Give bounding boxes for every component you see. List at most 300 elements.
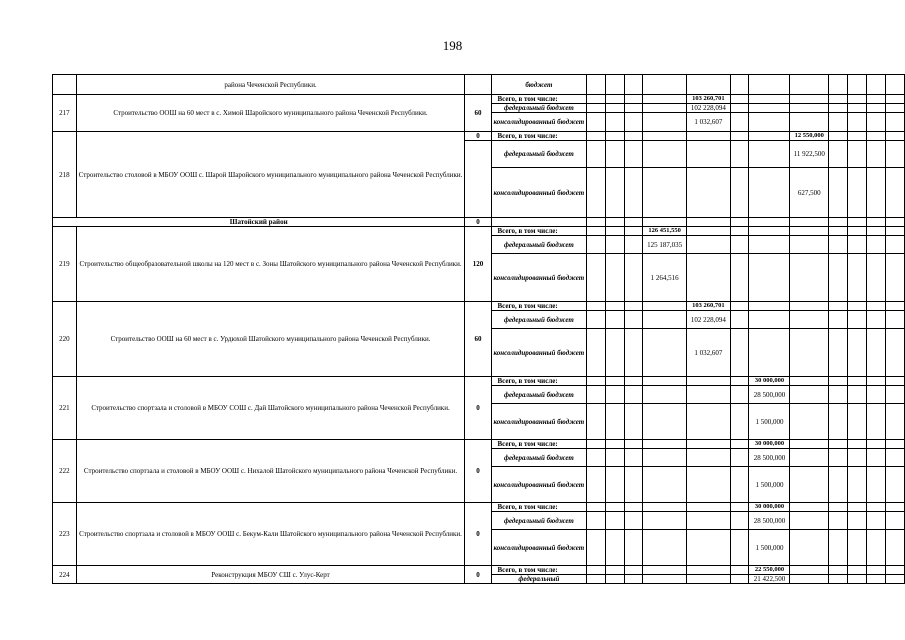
empty-cell — [790, 302, 829, 311]
value-cell: 125 187,035 — [643, 236, 687, 254]
empty-cell — [624, 218, 643, 227]
row-number: 222 — [53, 440, 77, 503]
empty-cell — [587, 302, 606, 311]
empty-cell — [829, 467, 848, 503]
empty-cell — [866, 95, 885, 104]
empty-cell — [606, 512, 625, 530]
object-name: района Чеченской Республики. — [76, 75, 465, 95]
capacity-cell: 60 — [465, 95, 491, 132]
empty-cell — [790, 377, 829, 386]
empty-cell — [847, 132, 866, 141]
empty-cell — [866, 75, 885, 95]
empty-cell — [749, 227, 790, 236]
empty-cell — [687, 141, 731, 168]
empty-cell — [790, 95, 829, 104]
empty-cell — [749, 236, 790, 254]
empty-cell — [790, 440, 829, 449]
source-label: консолидированный бюджет — [491, 168, 587, 218]
empty-cell — [829, 75, 848, 95]
table-row — [53, 566, 905, 575]
empty-cell — [866, 132, 885, 141]
empty-cell — [643, 329, 687, 377]
empty-cell — [829, 440, 848, 449]
empty-cell — [829, 512, 848, 530]
empty-cell — [749, 168, 790, 218]
empty-cell — [847, 227, 866, 236]
row-number: 224 — [53, 566, 77, 584]
empty-cell — [587, 141, 606, 168]
object-name: Реконструкция МБОУ СШ с. Улус-Керт — [76, 566, 465, 584]
empty-cell — [643, 503, 687, 512]
table-row — [53, 302, 905, 311]
empty-cell — [790, 566, 829, 575]
empty-cell — [730, 113, 749, 132]
empty-cell — [643, 377, 687, 386]
empty-cell — [886, 404, 905, 440]
empty-cell — [886, 386, 905, 404]
empty-cell — [730, 227, 749, 236]
empty-cell — [829, 254, 848, 302]
empty-cell — [606, 254, 625, 302]
empty-cell — [866, 440, 885, 449]
value-cell: 126 451,550 — [643, 227, 687, 236]
row-number — [53, 75, 77, 95]
empty-cell — [730, 449, 749, 467]
empty-cell — [866, 141, 885, 168]
empty-cell — [866, 566, 885, 575]
empty-cell — [587, 132, 606, 141]
empty-cell — [847, 95, 866, 104]
empty-cell — [886, 575, 905, 584]
empty-cell — [587, 503, 606, 512]
source-label: федеральный бюджет — [491, 104, 587, 113]
empty-cell — [587, 254, 606, 302]
empty-cell — [587, 449, 606, 467]
empty-cell — [847, 467, 866, 503]
table-row — [53, 227, 905, 236]
empty-cell — [624, 512, 643, 530]
empty-cell — [829, 311, 848, 329]
capacity-cell: 120 — [465, 227, 491, 302]
empty-cell — [847, 141, 866, 168]
empty-cell — [687, 503, 731, 512]
empty-cell — [643, 141, 687, 168]
empty-cell — [829, 113, 848, 132]
budget-table — [52, 74, 905, 584]
value-cell: 28 500,000 — [749, 449, 790, 467]
empty-cell — [866, 467, 885, 503]
empty-cell — [687, 440, 731, 449]
empty-cell — [587, 113, 606, 132]
empty-cell — [886, 227, 905, 236]
table-row — [53, 75, 905, 95]
object-name: Строительство спортзала и столовой в МБОУ ООШ с. Нихалой Шатойского муниципального района Чеченской Республики. — [76, 440, 465, 503]
empty-cell — [847, 75, 866, 95]
empty-cell — [606, 386, 625, 404]
empty-cell — [866, 512, 885, 530]
empty-cell — [643, 530, 687, 566]
empty-cell — [587, 236, 606, 254]
empty-cell — [687, 575, 731, 584]
empty-cell — [790, 467, 829, 503]
row-number: 218 — [53, 132, 77, 218]
empty-cell — [606, 311, 625, 329]
empty-cell — [624, 75, 643, 95]
empty-cell — [730, 512, 749, 530]
empty-cell — [730, 386, 749, 404]
empty-cell — [606, 95, 625, 104]
table-body — [53, 75, 905, 584]
empty-cell — [866, 302, 885, 311]
value-cell: 1 032,607 — [687, 329, 731, 377]
empty-cell — [624, 503, 643, 512]
source-label: бюджет — [491, 75, 587, 95]
empty-cell — [866, 404, 885, 440]
empty-cell — [886, 254, 905, 302]
empty-cell — [847, 113, 866, 132]
empty-cell — [624, 95, 643, 104]
empty-cell — [829, 132, 848, 141]
empty-cell — [624, 386, 643, 404]
empty-cell — [829, 141, 848, 168]
empty-cell — [886, 440, 905, 449]
empty-cell — [790, 75, 829, 95]
empty-cell — [624, 132, 643, 141]
source-label: федеральный бюджет — [491, 141, 587, 168]
empty-cell — [847, 530, 866, 566]
empty-cell — [847, 404, 866, 440]
empty-cell — [886, 132, 905, 141]
empty-cell — [687, 377, 731, 386]
empty-cell — [643, 467, 687, 503]
value-cell: 21 422,500 — [749, 575, 790, 584]
capacity-cell: 0 — [465, 503, 491, 566]
empty-cell — [643, 95, 687, 104]
empty-cell — [624, 530, 643, 566]
row-number: 223 — [53, 503, 77, 566]
empty-cell — [749, 141, 790, 168]
value-cell: 103 260,701 — [687, 302, 731, 311]
empty-cell — [847, 168, 866, 218]
empty-cell — [624, 404, 643, 440]
value-cell: 1 500,000 — [749, 530, 790, 566]
district-capacity: 0 — [465, 218, 491, 227]
empty-cell — [749, 311, 790, 329]
empty-cell — [643, 302, 687, 311]
empty-cell — [829, 227, 848, 236]
empty-cell — [790, 113, 829, 132]
empty-cell — [587, 377, 606, 386]
empty-cell — [687, 227, 731, 236]
source-label: консолидированный бюджет — [491, 329, 587, 377]
empty-cell — [886, 467, 905, 503]
row-number: 221 — [53, 377, 77, 440]
empty-cell — [687, 467, 731, 503]
empty-cell — [587, 467, 606, 503]
object-name: Строительство спортзала и столовой в МБОУ СОШ с. Дай Шатойского муниципального района Чеченской Республики. — [76, 377, 465, 440]
empty-cell — [829, 302, 848, 311]
table-row — [53, 377, 905, 386]
object-name: Строительство столовой в МБОУ ООШ с. Шарой Шаройского муниципального муниципального района Чеченской Республики. — [76, 132, 465, 218]
empty-cell — [730, 132, 749, 141]
empty-cell — [847, 329, 866, 377]
source-label: Всего, в том числе: — [491, 566, 587, 575]
empty-cell — [886, 218, 905, 227]
empty-cell — [606, 218, 625, 227]
empty-cell — [886, 75, 905, 95]
empty-cell — [624, 168, 643, 218]
empty-cell — [687, 236, 731, 254]
empty-cell — [866, 503, 885, 512]
value-cell: 12 550,000 — [790, 132, 829, 141]
empty-cell — [790, 311, 829, 329]
empty-cell — [829, 575, 848, 584]
empty-cell — [587, 440, 606, 449]
source-label: федеральный бюджет — [491, 512, 587, 530]
empty-cell — [730, 302, 749, 311]
empty-cell — [643, 575, 687, 584]
capacity-cell — [465, 75, 491, 95]
empty-cell — [730, 377, 749, 386]
empty-cell — [847, 575, 866, 584]
empty-cell — [643, 311, 687, 329]
empty-cell — [886, 503, 905, 512]
capacity-cell: 0 — [465, 377, 491, 440]
source-label: Всего, в том числе: — [491, 440, 587, 449]
empty-cell — [624, 566, 643, 575]
value-cell: 102 228,094 — [687, 104, 731, 113]
object-name: Строительство ООШ на 60 мест в с. Урдюхой Шатойского муниципального района Чеченской Республики. — [76, 302, 465, 377]
empty-cell — [847, 386, 866, 404]
empty-cell — [749, 95, 790, 104]
empty-cell — [730, 530, 749, 566]
empty-cell — [886, 236, 905, 254]
empty-cell — [829, 530, 848, 566]
empty-cell — [587, 227, 606, 236]
table-row — [53, 95, 905, 104]
empty-cell — [687, 449, 731, 467]
empty-cell — [624, 254, 643, 302]
empty-cell — [829, 168, 848, 218]
empty-cell — [624, 236, 643, 254]
empty-cell — [886, 449, 905, 467]
empty-cell — [730, 236, 749, 254]
table-row — [53, 132, 905, 141]
empty-cell — [606, 132, 625, 141]
empty-cell — [790, 104, 829, 113]
empty-cell — [749, 132, 790, 141]
value-cell: 28 500,000 — [749, 386, 790, 404]
empty-cell — [829, 95, 848, 104]
empty-cell — [687, 566, 731, 575]
empty-cell — [730, 503, 749, 512]
empty-cell — [829, 404, 848, 440]
empty-cell — [790, 218, 829, 227]
empty-cell — [847, 440, 866, 449]
empty-cell — [730, 311, 749, 329]
empty-cell — [606, 113, 625, 132]
empty-cell — [866, 530, 885, 566]
empty-cell — [749, 113, 790, 132]
empty-cell — [829, 449, 848, 467]
empty-cell — [866, 329, 885, 377]
value-cell: 11 922,500 — [790, 141, 829, 168]
capacity-cell: 60 — [465, 302, 491, 377]
row-number: 220 — [53, 302, 77, 377]
empty-cell — [829, 386, 848, 404]
source-label: Всего, в том числе: — [491, 302, 587, 311]
empty-cell — [587, 75, 606, 95]
empty-cell — [847, 566, 866, 575]
capacity-cell: 0 — [465, 440, 491, 503]
empty-cell — [587, 386, 606, 404]
value-cell: 102 228,094 — [687, 311, 731, 329]
empty-cell — [606, 377, 625, 386]
empty-cell — [606, 530, 625, 566]
empty-cell — [829, 329, 848, 377]
empty-cell — [606, 236, 625, 254]
empty-cell — [624, 449, 643, 467]
table-row — [53, 503, 905, 512]
empty-cell — [866, 386, 885, 404]
empty-cell — [643, 404, 687, 440]
empty-cell — [790, 236, 829, 254]
empty-cell — [790, 386, 829, 404]
empty-cell — [687, 386, 731, 404]
empty-cell — [829, 566, 848, 575]
empty-cell — [866, 104, 885, 113]
empty-cell — [886, 530, 905, 566]
empty-cell — [624, 104, 643, 113]
empty-cell — [749, 302, 790, 311]
empty-cell — [606, 566, 625, 575]
empty-cell — [866, 311, 885, 329]
empty-cell — [606, 168, 625, 218]
empty-cell — [587, 404, 606, 440]
object-name: Строительство спортзала и столовой в МБОУ ООШ с. Бекум-Кали Шатойского муниципального района Чеченской Республики. — [76, 503, 465, 566]
empty-cell — [847, 311, 866, 329]
empty-cell — [886, 104, 905, 113]
empty-cell — [829, 377, 848, 386]
empty-cell — [687, 512, 731, 530]
empty-cell — [730, 440, 749, 449]
source-label: консолидированный бюджет — [491, 530, 587, 566]
empty-cell — [643, 113, 687, 132]
empty-cell — [790, 512, 829, 530]
row-number: 217 — [53, 95, 77, 132]
empty-cell — [847, 503, 866, 512]
empty-cell — [866, 575, 885, 584]
source-label: Всего, в том числе: — [491, 132, 587, 141]
empty-cell — [624, 329, 643, 377]
empty-cell — [730, 141, 749, 168]
empty-cell — [587, 311, 606, 329]
empty-cell — [790, 530, 829, 566]
empty-cell — [866, 236, 885, 254]
empty-cell — [886, 141, 905, 168]
empty-cell — [606, 449, 625, 467]
empty-cell — [730, 95, 749, 104]
empty-cell — [829, 236, 848, 254]
empty-cell — [866, 227, 885, 236]
empty-cell — [624, 440, 643, 449]
empty-cell — [886, 302, 905, 311]
empty-cell — [687, 168, 731, 218]
value-cell: 1 500,000 — [749, 404, 790, 440]
capacity-cell — [465, 141, 491, 218]
empty-cell — [866, 218, 885, 227]
empty-cell — [606, 575, 625, 584]
empty-cell — [790, 449, 829, 467]
empty-cell — [730, 104, 749, 113]
empty-cell — [866, 168, 885, 218]
source-label: Всего, в том числе: — [491, 503, 587, 512]
empty-cell — [624, 377, 643, 386]
empty-cell — [829, 503, 848, 512]
empty-cell — [749, 75, 790, 95]
empty-cell — [829, 104, 848, 113]
empty-cell — [587, 104, 606, 113]
empty-cell — [730, 329, 749, 377]
empty-cell — [587, 168, 606, 218]
value-cell: 627,500 — [790, 168, 829, 218]
value-cell: 1 500,000 — [749, 467, 790, 503]
empty-cell — [606, 329, 625, 377]
empty-cell — [491, 218, 587, 227]
empty-cell — [587, 512, 606, 530]
empty-cell — [847, 236, 866, 254]
row-number: 219 — [53, 227, 77, 302]
empty-cell — [643, 218, 687, 227]
empty-cell — [790, 575, 829, 584]
empty-cell — [606, 302, 625, 311]
empty-cell — [687, 218, 731, 227]
empty-cell — [730, 404, 749, 440]
empty-cell — [643, 104, 687, 113]
empty-cell — [730, 575, 749, 584]
empty-cell — [643, 168, 687, 218]
source-label: консолидированный бюджет — [491, 113, 587, 132]
empty-cell — [606, 503, 625, 512]
object-name: Строительство общеобразовательной школы на 120 мест в с. Зоны Шатойского муниципального района Чеченской Республики. — [76, 227, 465, 302]
empty-cell — [687, 132, 731, 141]
empty-cell — [730, 566, 749, 575]
empty-cell — [624, 467, 643, 503]
empty-cell — [749, 254, 790, 302]
empty-cell — [643, 512, 687, 530]
source-label: федеральный бюджет — [491, 311, 587, 329]
empty-cell — [587, 530, 606, 566]
table-row — [53, 440, 905, 449]
empty-cell — [866, 377, 885, 386]
source-label: Всего, в том числе: — [491, 95, 587, 104]
empty-cell — [624, 311, 643, 329]
empty-cell — [606, 141, 625, 168]
empty-cell — [730, 168, 749, 218]
value-cell: 30 000,000 — [749, 503, 790, 512]
empty-cell — [643, 132, 687, 141]
empty-cell — [587, 575, 606, 584]
empty-cell — [866, 113, 885, 132]
value-cell: 22 550,000 — [749, 566, 790, 575]
source-label: федеральный — [491, 575, 587, 584]
empty-cell — [643, 440, 687, 449]
empty-cell — [847, 377, 866, 386]
empty-cell — [606, 404, 625, 440]
empty-cell — [606, 467, 625, 503]
empty-cell — [624, 227, 643, 236]
empty-cell — [847, 218, 866, 227]
